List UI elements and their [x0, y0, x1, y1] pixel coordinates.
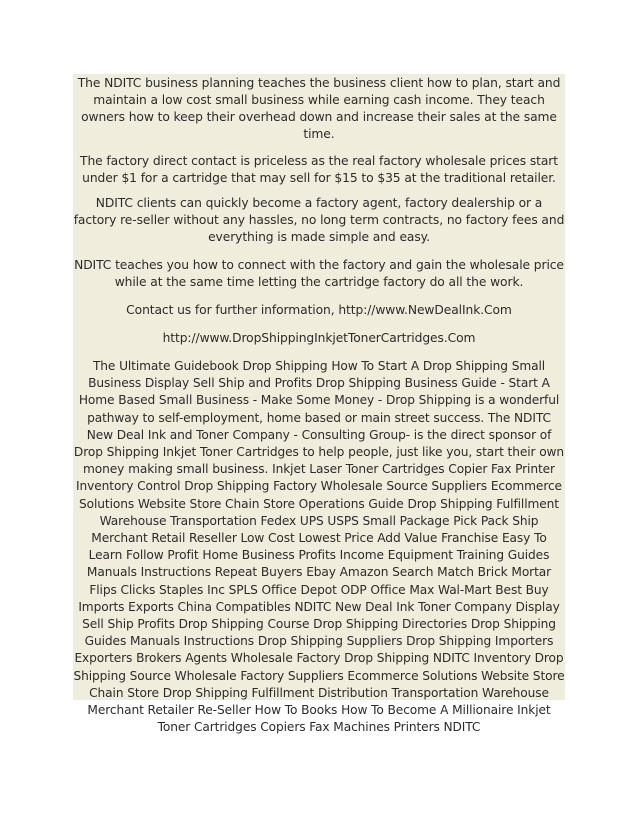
paragraph-factory-direct: The factory direct contact is priceless as the real factory wholesale prices start under $1 for a cartridge that may sell for $15 to $35 at the traditional retailer. — [80, 154, 558, 185]
paragraph-spacer — [73, 143, 565, 153]
paragraph-clients-agents: NDITC clients can quickly become a factory agent, factory dealership or a factory re-seller without any hassles, no long term contracts, no factory fees and everything is made simple and easy. — [73, 196, 565, 244]
paragraph-spacer — [73, 187, 565, 195]
document-text-panel — [73, 74, 565, 735]
paragraph-keyword-guide: The Ultimate Guidebook Drop Shipping How To Start A Drop Shipping Small Business Display Sell Ship and Profits Drop Shipping Business Guide - Start A Home Based Small Business - Make Some Money - Drop Shipping is a wonderful pathway to self-employment, home based or main street success. The NDITC New Deal Ink and Toner Company - Consulting Group- is the direct sponsor of Drop Shipping Inkjet Toner Cartridges to help people, just like you, start their own money making small business. Inkjet Laser Toner Cartridges Copier Fax Printer Inventory Control Drop Shipping Factory Wholesale Source Suppliers Ecommerce Solutions Website Store Chain Store Operations Guide Drop Shipping Fulfillment Warehouse Transportation Fedex UPS USPS Small Package Pick Pack Ship Merchant Retail Reseller Low Cost Lowest Price Add Value Franchise Easy To Learn Follow Profit Home Business Profits Income Equipment Training Guides Manuals Instructions Repeat Buyers Ebay Amazon Search Match Brick Mortar Flips Clicks Staples Inc SPLS Office Depot ODP Office Max Wal-Mart Best Buy Imports Exports China Compatibles NDITC New Deal Ink Toner Company Display Sell Ship Profits Drop Shipping Course Drop Shipping Directories Drop Shipping Guides Manuals Instructions Drop Shipping Suppliers Drop Shipping Importers Exporters Brokers Agents Wholesale Factory Drop Shipping NDITC Inventory Drop Shipping Source Wholesale Factory Suppliers Ecommerce Solutions Website Store Chain Store Drop Shipping Fulfillment Distribution Transportation Warehouse Merchant Retailer Re-Seller How To Books How To Become A Millionaire Inkjet Toner Cartridges Copiers Fax Machines Printers NDITC — [73, 359, 565, 735]
paragraph-spacer — [73, 246, 565, 257]
website-url: http://www.DropShippingInkjetTonerCartridges.Com — [162, 331, 476, 345]
paragraph-business-planning: The NDITC business planning teaches the business client how to plan, start and maintain a low cost small business while earning cash income. They teach owners how to keep their overhead down and increase their sales at the same time. — [77, 76, 561, 141]
paragraph-spacer — [73, 347, 565, 358]
paragraph-spacer — [73, 319, 565, 330]
paragraph-wholesale-connect: NDITC teaches you how to connect with the factory and gain the wholesale price while at the same time letting the cartridge factory do all the work. — [74, 258, 564, 289]
contact-line: Contact us for further information, http://www.NewDealInk.Com — [126, 303, 512, 317]
paragraph-spacer — [73, 291, 565, 302]
